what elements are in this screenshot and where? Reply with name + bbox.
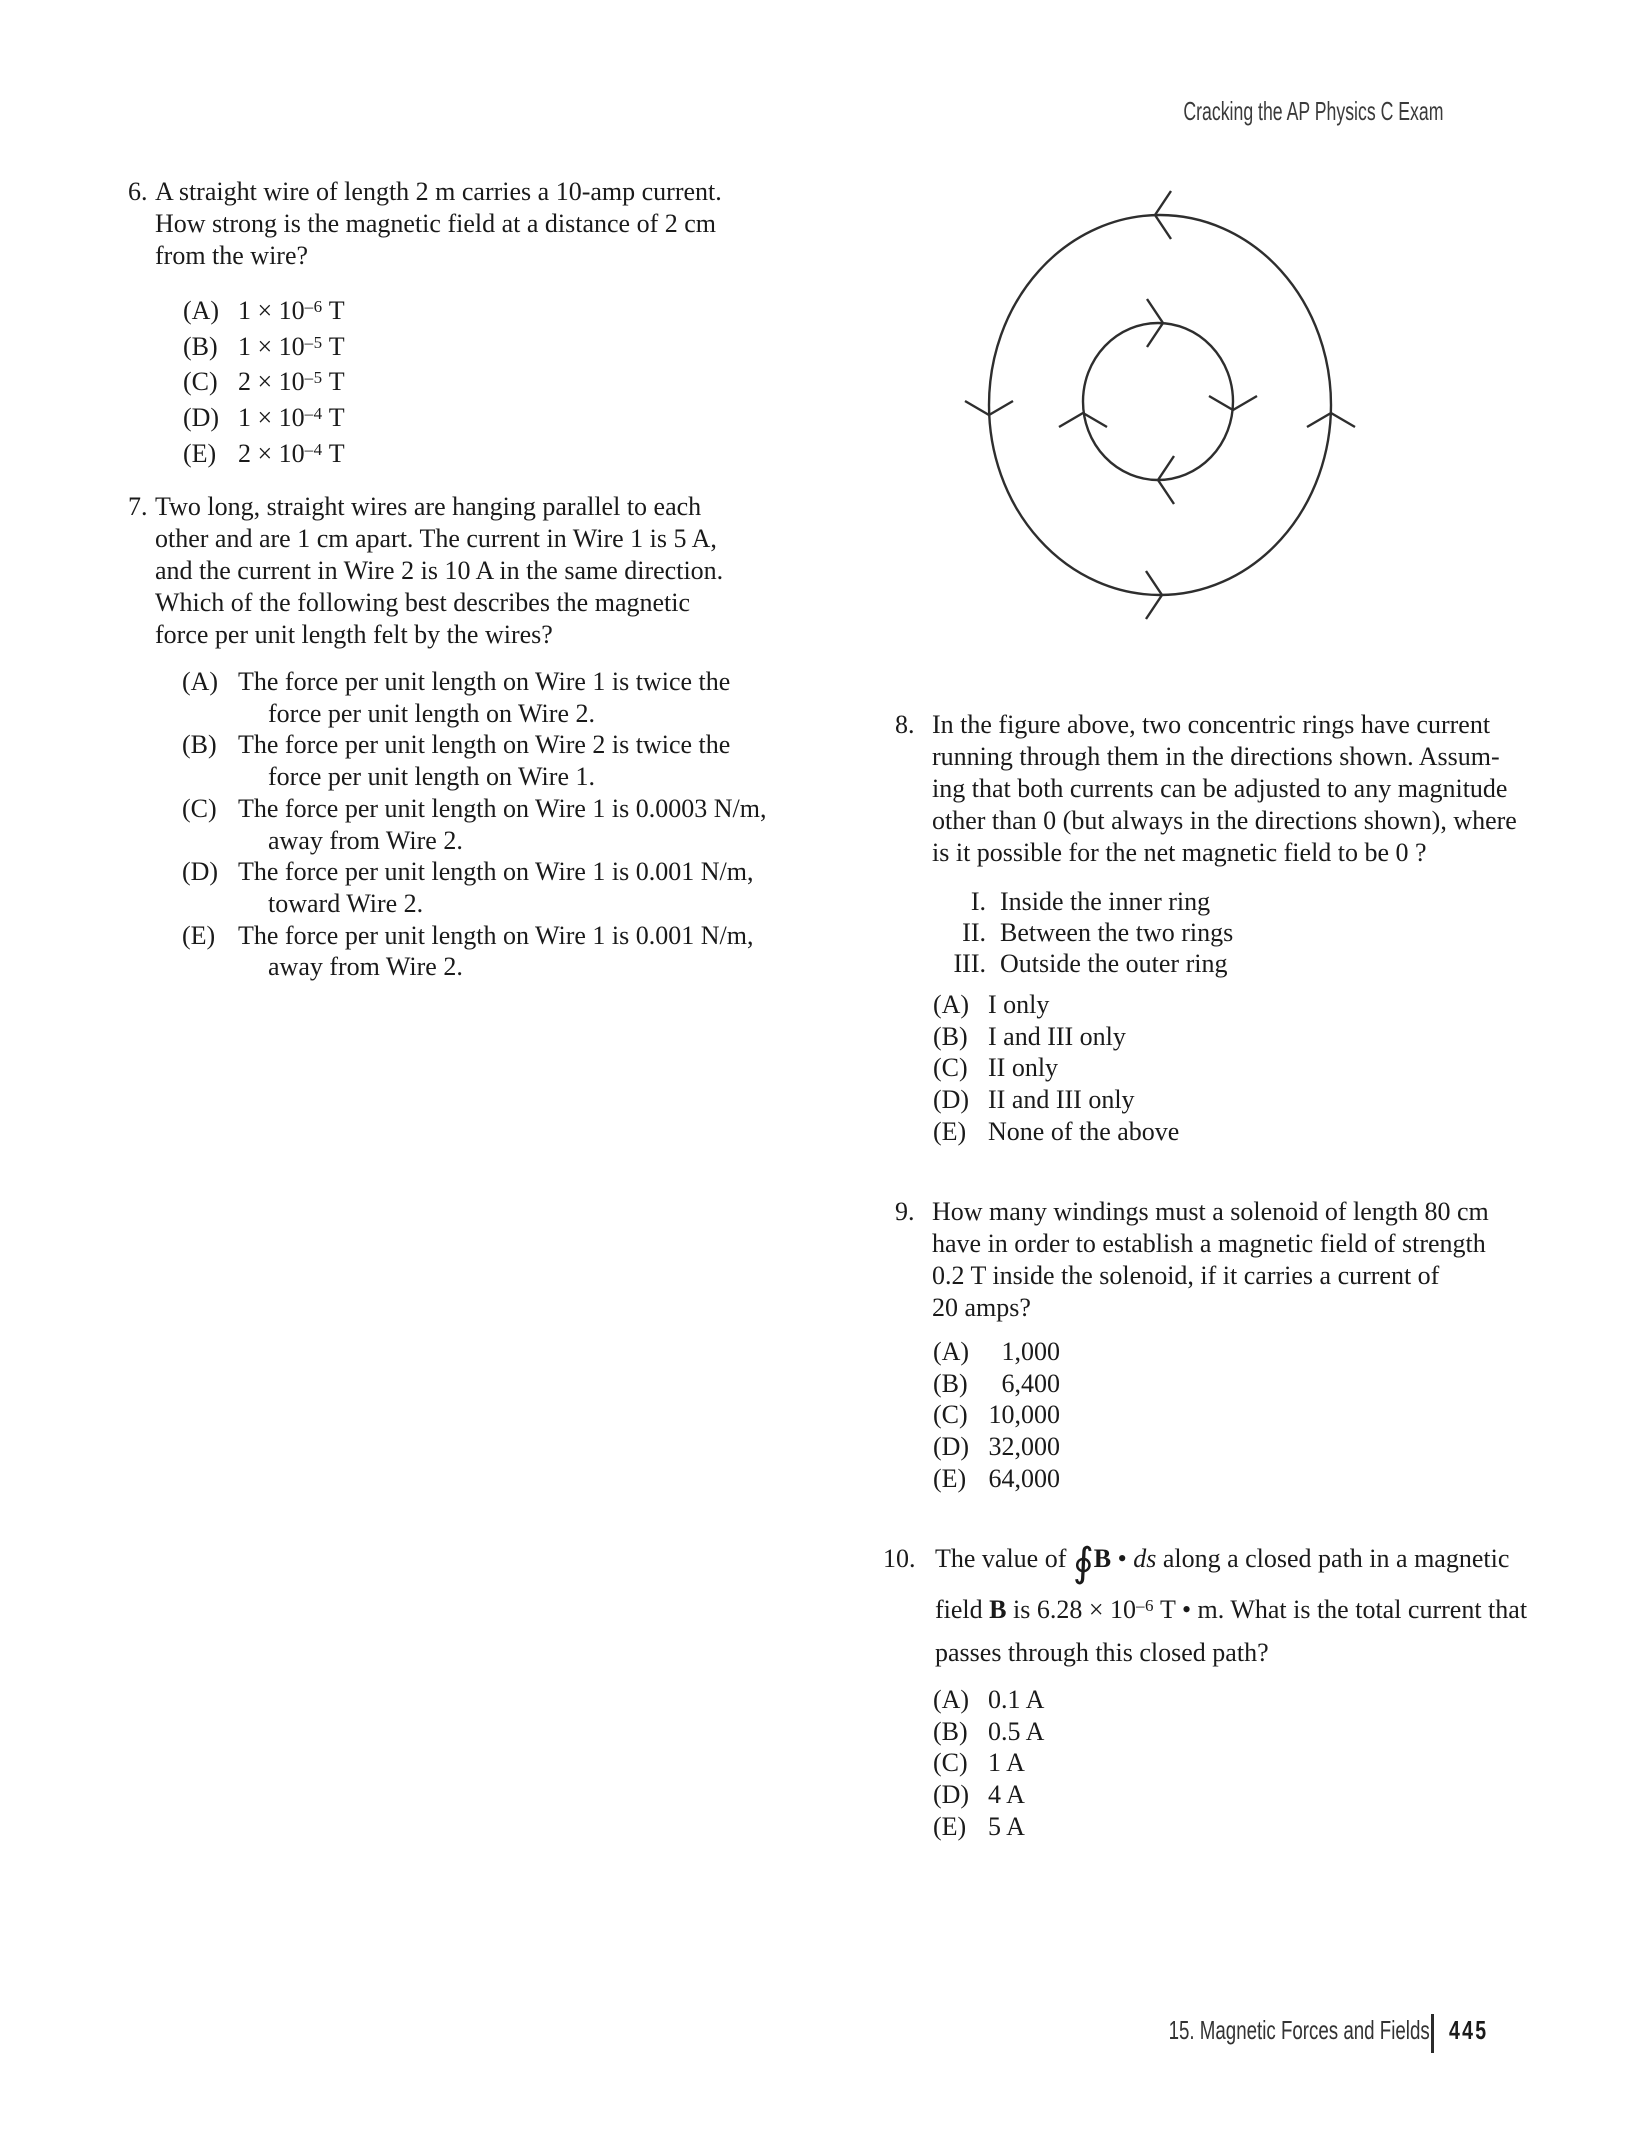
text-line: The value of ∮B • ds along a closed path in a magnetic	[935, 1540, 1510, 1586]
text-line: How strong is the magnetic field at a distance of 2 cm	[155, 209, 717, 238]
option-label: (B)	[933, 1716, 968, 1746]
option-value: $2 \times 10^{-5}$ T	[238, 367, 345, 397]
answer-options	[933, 1684, 1044, 1843]
footer-divider	[1431, 2014, 1434, 2053]
answer-options	[933, 1336, 1060, 1495]
option-label: (A)	[933, 1337, 970, 1366]
option-text: 0.5 A	[988, 1716, 1045, 1746]
concentric-rings-figure	[950, 180, 1370, 630]
option-text: 1 A	[988, 1748, 1025, 1778]
option-value: 10,000	[988, 1400, 1060, 1430]
roman-text: Between the two rings	[1000, 918, 1234, 947]
question-text	[155, 176, 722, 272]
option-text: 0.1 A	[988, 1685, 1045, 1714]
outer-ring-current-arrows	[965, 191, 1355, 619]
option-row	[933, 1684, 1044, 1716]
text-line: 0.2 T inside the solenoid, if it carries a current of	[932, 1261, 1440, 1290]
option-value: 64,000	[988, 1463, 1060, 1493]
option-text: The force per unit length on Wire 1 is twice the	[238, 667, 731, 696]
option-row	[933, 989, 1179, 1021]
exponent: –5	[304, 332, 323, 352]
roman-numeral: I.	[970, 887, 986, 916]
option-text: 4 A	[988, 1780, 1025, 1810]
contour-integral-symbol: ∮	[1072, 1540, 1094, 1586]
text-line: other and are 1 cm apart. The current in Wire 1 is 5 A,	[155, 524, 717, 553]
running-header: Cracking the AP Physics C Exam	[1182, 96, 1443, 126]
option-row	[933, 1431, 1060, 1463]
answer-options	[182, 666, 766, 983]
option-text: The force per unit length on Wire 1 is 0.0003 N/m,	[238, 793, 767, 823]
option-label: (D)	[933, 1432, 970, 1462]
text-line: A straight wire of length 2 m carries a 10-amp current.	[155, 177, 722, 206]
text-line: 20 amps?	[932, 1293, 1031, 1322]
option-label: (B)	[182, 730, 217, 760]
question-number: 10.	[883, 1544, 916, 1573]
text-line: other than 0 (but always in the directions shown), where	[932, 806, 1517, 835]
answer-options	[183, 291, 345, 470]
option-text: The force per unit length on Wire 1 is 0.001 N/m,	[238, 920, 754, 950]
option-value: 1,000	[1001, 1337, 1060, 1366]
option-text: 5 A	[988, 1811, 1025, 1841]
option-value: $1 \times 10^{-5}$ T	[238, 331, 345, 361]
option-label: (C)	[933, 1400, 968, 1430]
option-row	[933, 1336, 1060, 1368]
option-continuation: toward Wire 2.	[268, 888, 424, 918]
question-number: 7.	[128, 492, 148, 521]
option-value: 32,000	[988, 1432, 1060, 1462]
question-text	[155, 491, 723, 651]
text-line: running through them in the directions shown. Assum-	[932, 742, 1500, 771]
option-label: (C)	[933, 1053, 968, 1083]
option-label: (B)	[933, 1021, 968, 1051]
option-label: (D)	[182, 857, 219, 887]
vector-B: B	[1093, 1544, 1112, 1573]
option-row	[183, 398, 345, 434]
option-label: (D)	[183, 403, 220, 433]
question-number: 6.	[128, 177, 148, 206]
option-row	[182, 920, 766, 952]
option-label: (A)	[182, 667, 219, 696]
option-label: (A)	[933, 990, 970, 1019]
roman-numeral-list	[938, 886, 1233, 979]
roman-numeral: III.	[953, 949, 986, 978]
text-line: In the figure above, two concentric rings have current	[932, 710, 1491, 739]
text-line: Which of the following best describes the magnetic	[155, 588, 691, 617]
option-label: (E)	[933, 1811, 967, 1841]
option-row	[182, 666, 766, 698]
option-continuation: force per unit length on Wire 1.	[268, 762, 595, 792]
option-label: (C)	[183, 367, 218, 397]
option-text: II only	[988, 1053, 1059, 1083]
question-number: 8.	[895, 710, 915, 739]
roman-item	[938, 886, 1233, 917]
option-row	[933, 1021, 1179, 1053]
option-row	[933, 1052, 1179, 1084]
option-text: II and III only	[988, 1085, 1135, 1115]
footer-page-number: 445	[1449, 2015, 1489, 2045]
option-value: $1 \times 10^{-4}$ T	[238, 403, 345, 433]
option-value: $2 \times 10^{-4}$ T	[238, 438, 345, 468]
text-line: have in order to establish a magnetic field of strength	[932, 1229, 1486, 1258]
option-row	[933, 1811, 1044, 1843]
option-value: $1 \times 10^{-6}$ T	[238, 296, 345, 325]
exponent: –5	[304, 368, 323, 388]
option-row	[933, 1368, 1060, 1400]
option-row	[933, 1716, 1044, 1748]
option-value: 6,400	[1001, 1368, 1060, 1398]
option-row	[933, 1463, 1060, 1495]
text-line: from the wire?	[155, 241, 309, 270]
option-label: (B)	[933, 1368, 968, 1398]
question-number: 9.	[895, 1197, 915, 1226]
roman-text: Inside the inner ring	[1000, 887, 1211, 916]
option-text: The force per unit length on Wire 2 is twice the	[238, 730, 731, 760]
option-row	[183, 291, 345, 327]
option-label: (E)	[183, 438, 217, 468]
exponent: –4	[304, 439, 323, 459]
roman-item	[938, 917, 1233, 948]
option-label: (C)	[182, 793, 217, 823]
option-row	[933, 1399, 1060, 1431]
question-text	[932, 1196, 1489, 1324]
option-label: (E)	[933, 1116, 967, 1146]
option-label: (B)	[183, 331, 218, 361]
outer-ring	[989, 215, 1331, 595]
option-text: The force per unit length on Wire 1 is 0.001 N/m,	[238, 857, 754, 887]
option-row	[933, 1116, 1179, 1148]
inner-ring	[1083, 323, 1233, 480]
exponent: –6	[304, 297, 323, 316]
option-label: (A)	[933, 1685, 970, 1714]
text-line: force per unit length felt by the wires?	[155, 620, 553, 649]
question-text	[932, 709, 1517, 869]
answer-options	[933, 989, 1179, 1148]
option-label: (A)	[183, 296, 220, 325]
text-line: ing that both currents can be adjusted to any magnitude	[932, 774, 1508, 803]
option-row	[182, 856, 766, 888]
roman-numeral: II.	[962, 918, 986, 947]
footer-chapter-title: 15. Magnetic Forces and Fields	[1168, 2015, 1430, 2045]
option-label: (D)	[933, 1085, 970, 1115]
exponent: –4	[304, 404, 323, 424]
option-label: (E)	[933, 1463, 967, 1493]
option-row	[182, 729, 766, 761]
vector-B: B	[989, 1595, 1007, 1624]
option-row	[933, 1747, 1044, 1779]
option-label: (D)	[933, 1780, 970, 1810]
roman-text: Outside the outer ring	[1000, 949, 1228, 978]
text-line: How many windings must a solenoid of length 80 cm	[932, 1197, 1489, 1226]
text-line: passes through this closed path?	[935, 1638, 1269, 1667]
option-row	[933, 1084, 1179, 1116]
question-text	[935, 1535, 1527, 1676]
text-line: is it possible for the net magnetic field to be 0 ?	[932, 838, 1427, 867]
text-line: and the current in Wire 2 is 10 A in the same direction.	[155, 556, 724, 585]
differential-ds: ds	[1133, 1544, 1157, 1573]
option-row	[182, 793, 766, 825]
exponent: –6	[1136, 1596, 1155, 1615]
roman-item	[938, 948, 1233, 979]
text-line: field B is $6.28 \times 10^{-6}$ T • m. What is the total current that	[935, 1595, 1528, 1624]
option-row	[183, 327, 345, 363]
option-row	[183, 362, 345, 398]
option-label: (E)	[182, 920, 216, 950]
option-row	[933, 1779, 1044, 1811]
option-text: None of the above	[988, 1116, 1180, 1146]
option-row	[183, 434, 345, 470]
inner-ring-current-arrows	[1059, 299, 1257, 504]
option-continuation: away from Wire 2.	[268, 952, 463, 982]
option-label: (C)	[933, 1748, 968, 1778]
option-text: I and III only	[988, 1021, 1126, 1051]
option-text: I only	[988, 990, 1050, 1019]
text-line: Two long, straight wires are hanging parallel to each	[155, 492, 702, 521]
option-continuation: away from Wire 2.	[268, 825, 463, 855]
option-continuation: force per unit length on Wire 2.	[268, 698, 595, 728]
